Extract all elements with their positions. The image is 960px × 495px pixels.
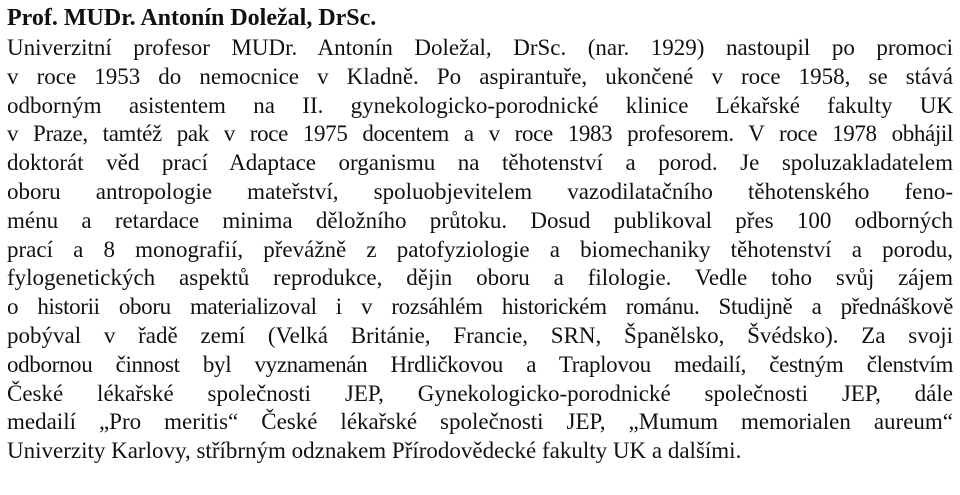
paragraph-line: odbornou činnost byl vyznamenán Hrdličkovou a Traplovou medailí, čestným členstvím (7, 351, 953, 377)
paragraph-line: doktorát věd prací Adaptace organismu na těhotenství a porod. Je spoluzakladatelem (7, 150, 953, 176)
paragraph-line: Univerzity Karlovy, stříbrným odznakem Přírodovědecké fakulty UK a dalšími. (7, 438, 742, 464)
paragraph-line: v roce 1953 do nemocnice v Kladně. Po aspirantuře, ukončené v roce 1958, se stává (7, 63, 953, 89)
paragraph-line: fylogenetických aspektů reprodukce, dějin oboru a filologie. Vedle toho svůj zájem (7, 265, 953, 291)
paragraph-line: Univerzitní profesor MUDr. Antonín Doležal, DrSc. (nar. 1929) nastoupil po promoci (7, 35, 953, 60)
paragraph-line: o historii oboru materializoval i v rozsáhlém historickém románu. Studijně a přednáškově (7, 294, 953, 320)
paragraph-line: ménu a retardace minima děložního průtoku. Dosud publikoval přes 100 odborných (7, 207, 953, 233)
paragraph-line: prací a 8 monografií, převážně z patofyziologie a biomechaniky těhotenství a porodu, (7, 236, 953, 262)
biography-paragraph (7, 34, 953, 466)
paragraph-line: odborným asistentem na II. gynekologicko-porodnické klinice Lékařské fakulty UK (7, 92, 953, 118)
paragraph-line: oboru antropologie mateřství, spoluobjevitelem vazodilatačního těhotenského feno- (7, 178, 953, 204)
page-title: Prof. MUDr. Antonín Doležal, DrSc. (7, 5, 377, 31)
paragraph-line: v Praze, tamtéž pak v roce 1975 docentem a v roce 1983 profesorem. V roce 1978 obhájil (7, 121, 953, 147)
paragraph-line: pobýval v řadě zemí (Velká Británie, Francie, SRN, Španělsko, Švédsko). Za svoji (7, 322, 953, 348)
document-page (7, 4, 953, 466)
paragraph-line: České lékařské společnosti JEP, Gynekologicko-porodnické společnosti JEP, dále (7, 380, 953, 406)
paragraph-line: medailí „Pro meritis“ České lékařské společnosti JEP, „Mumum memorialen aureum“ (7, 409, 953, 435)
